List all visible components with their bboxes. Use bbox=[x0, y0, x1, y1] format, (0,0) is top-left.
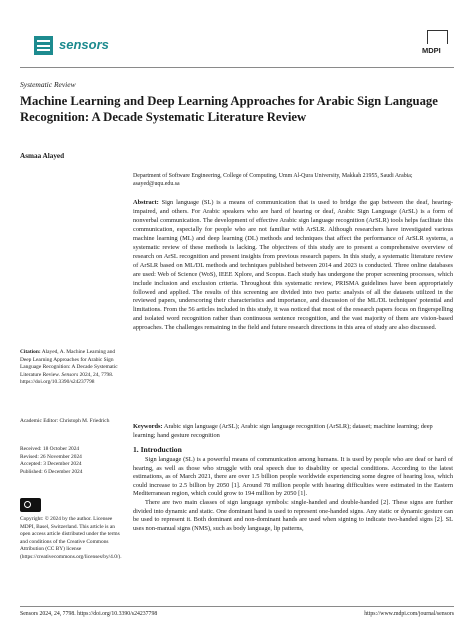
creative-commons-icon[interactable] bbox=[20, 498, 41, 512]
author-affiliation: Department of Software Engineering, College of Computing, Umm Al-Qura University, Makkah 21955, Saudi Arabia; asayed@uqu.edu.sa bbox=[133, 173, 413, 187]
citation-text: Alayed, A. Machine Learning and Deep Learning Approaches for Arabic Sign Language Recognition: A Decade Systematic Literature Review. bbox=[20, 349, 118, 378]
keywords-text: Arabic sign language (ArSL); Arabic sign language recognition (ArSLR); dataset; machine learning; deep learning; hand gesture recognition bbox=[133, 423, 433, 439]
article-type: Systematic Review bbox=[20, 80, 76, 89]
citation-block bbox=[20, 349, 124, 387]
article-title: Machine Learning and Deep Learning Approaches for Arabic Sign Language Recognition: A Decade Systematic Literature Review bbox=[20, 94, 438, 124]
footer-divider bbox=[20, 606, 454, 607]
intro-paragraph-1: Sign language (SL) is a powerful means of communication among humans. It is used by people who are deaf or hard of hearing, as well as those who struggle with oral speech due to disability or special conditions. According to the latest estimations, as of March 2021, there are over 1.5 billion people worldwide experiencing some degree of hearing loss, which could increase to 2.5 billion by 2050 [1]. Around 78 million people with hearing difficulties were estimated in the Eastern Mediterranean region, which could grow to 194 million by 2050 [1]. bbox=[133, 456, 453, 498]
academic-editor bbox=[20, 418, 124, 426]
intro-paragraph-2: There are two main classes of sign language symbols: single-handed and double-handed [2]. These signs are further divided into dynamic and static. One dominant hand is used to represent one-handed signs. Any static or dynamic gesture can be used to represent it. Both dominant and non-dominant hands are used when signing to indicate two-handed signs [2]. SL uses non-manual signs (NMS), such as body language, lip patterns, bbox=[133, 498, 453, 532]
citation-journal: Sensors bbox=[61, 371, 79, 378]
header-divider bbox=[20, 67, 454, 68]
citation-doi[interactable]: 2024, 24, 7798. https://doi.org/10.3390/s24237798 bbox=[20, 371, 114, 386]
dates-block bbox=[20, 446, 124, 476]
citation-label: Citation: bbox=[20, 349, 41, 355]
received-date: Received: 18 October 2024 bbox=[20, 446, 80, 452]
accepted-date: Accepted: 3 December 2024 bbox=[20, 461, 82, 468]
footer-citation[interactable]: Sensors 2024, 24, 7798. https://doi.org/10.3390/s24237798 bbox=[20, 611, 158, 617]
footer-journal-url[interactable]: https://www.mdpi.com/journal/sensors bbox=[364, 611, 454, 617]
published-date: Published: 6 December 2024 bbox=[20, 468, 83, 475]
author-name: Asmaa Alayed bbox=[20, 152, 65, 160]
abstract-text: Sign language (SL) is a means of communication that is used to bridge the gap between the deaf, hearing-impaired, and others. For Arabic speakers who are hard of hearing or deaf, Arabic Sign Language (ArSL) is a form of nonverbal communication. The development of effective Arabic sign language recognition (ArSLR) tools helps facilitate this communication, especially for people who are not familiar with ArSLR. Although researchers have investigated various machine learning (ML) and deep learning (DL) methods and techniques that affect the performance of ArSLR systems, a systematic review of these methods is lacking. The objectives of this study are to present a comprehensive overview of research on ArSL recognition and present insights from previous research papers. In this study, a systematic literature review of ArSLR based on ML/DL methods and techniques published between 2014 and 2023 is conducted. Three online databases are used: Web of Science (WoS), IEEE Xplore, and Scopus. Each study has undergone the proper screening processes, which include inclusion and exclusion criteria. Throughout this systematic review, PRISMA guidelines have been appropriately followed and applied. The results of this screening are divided into two parts: analysis of all the datasets utilized in the reviewed papers, underscoring their characteristics and importance, and discussion of the ML/DL techniques' potential and limitations. From the 56 articles included in this study, it was noticed that most of the research papers focus on fingerspelling and isolated word recognition rather than continuous sentence recognition, and the vast majority of them are vision-based approaches. The challenges remaining in the field and future research directions in this area of study are also discussed. bbox=[133, 199, 453, 332]
editor-name: Christoph M. Friedrich bbox=[59, 418, 110, 424]
abstract bbox=[133, 199, 453, 333]
keywords bbox=[133, 423, 453, 441]
copyright-notice: Copyright: © 2024 by the author. Licensee MDPI, Basel, Switzerland. This article is an open access article distributed under the terms and conditions of the Creative Commons Attribution (CC BY) license (https://creativecommons.org/licenses/by/4.0/). bbox=[20, 516, 122, 560]
journal-name[interactable]: sensors bbox=[59, 37, 109, 52]
editor-label: Academic Editor: bbox=[20, 418, 59, 424]
publisher-logo[interactable]: MDPI bbox=[422, 46, 441, 55]
journal-logo-icon bbox=[34, 36, 53, 55]
keywords-label: Keywords: bbox=[133, 423, 163, 430]
introduction-body bbox=[133, 456, 453, 533]
revised-date: Revised: 26 November 2024 bbox=[20, 453, 82, 460]
abstract-label: Abstract: bbox=[133, 199, 159, 206]
section-heading: 1. Introduction bbox=[133, 445, 182, 454]
mdpi-logo-icon bbox=[427, 30, 448, 44]
